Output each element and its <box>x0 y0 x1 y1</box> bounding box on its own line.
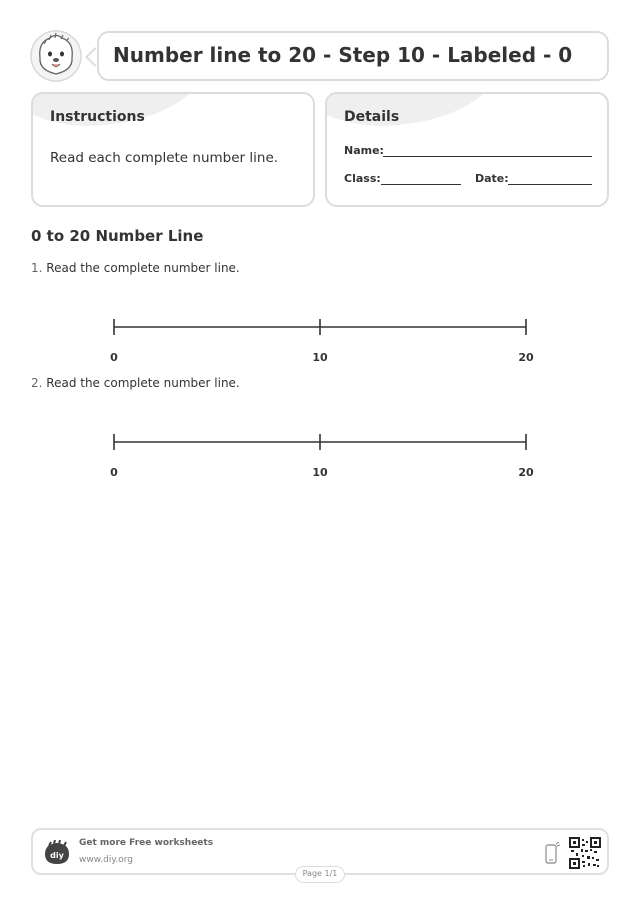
mascot-icon <box>30 30 82 82</box>
number-line-tick-label: 0 <box>110 351 118 364</box>
instructions-text: Read each complete number line. <box>50 150 279 166</box>
phone-icon <box>544 842 560 866</box>
number-line-tick-label: 10 <box>312 351 328 364</box>
footer-promo-text: Get more Free worksheets <box>79 838 214 848</box>
question-text: Read the complete number line. <box>46 376 240 390</box>
question-1 <box>31 261 240 275</box>
svg-text:diy: diy <box>50 851 64 860</box>
page-number: Page 1/1 <box>295 866 345 883</box>
section-title: 0 to 20 Number Line <box>31 227 204 245</box>
number-line-tick-label: 0 <box>110 466 118 479</box>
question-number: 2. <box>31 376 43 390</box>
number-line-2 <box>0 430 640 490</box>
question-text: Read the complete number line. <box>46 261 240 275</box>
details-heading: Details <box>344 109 400 125</box>
question-number: 1. <box>31 261 43 275</box>
number-line-tick-label: 10 <box>312 466 328 479</box>
page-title: Number line to 20 - Step 10 - Labeled - 0 <box>113 43 573 67</box>
class-label: Class: <box>344 172 381 185</box>
number-line-tick-label: 20 <box>518 351 534 364</box>
instructions-heading: Instructions <box>50 109 145 125</box>
date-label: Date: <box>475 172 509 185</box>
date-field[interactable] <box>508 184 592 185</box>
name-field[interactable] <box>383 156 592 157</box>
footer-url[interactable]: www.diy.org <box>79 855 133 865</box>
instructions-card <box>31 92 315 207</box>
class-field[interactable] <box>381 184 461 185</box>
question-2 <box>31 376 240 390</box>
number-line-tick-label: 20 <box>518 466 534 479</box>
number-line-1 <box>0 315 640 375</box>
name-label: Name: <box>344 144 384 157</box>
details-card <box>325 92 609 207</box>
qr-code-icon[interactable] <box>569 837 601 869</box>
diy-logo-icon[interactable] <box>43 840 71 866</box>
title-bubble <box>97 31 609 81</box>
